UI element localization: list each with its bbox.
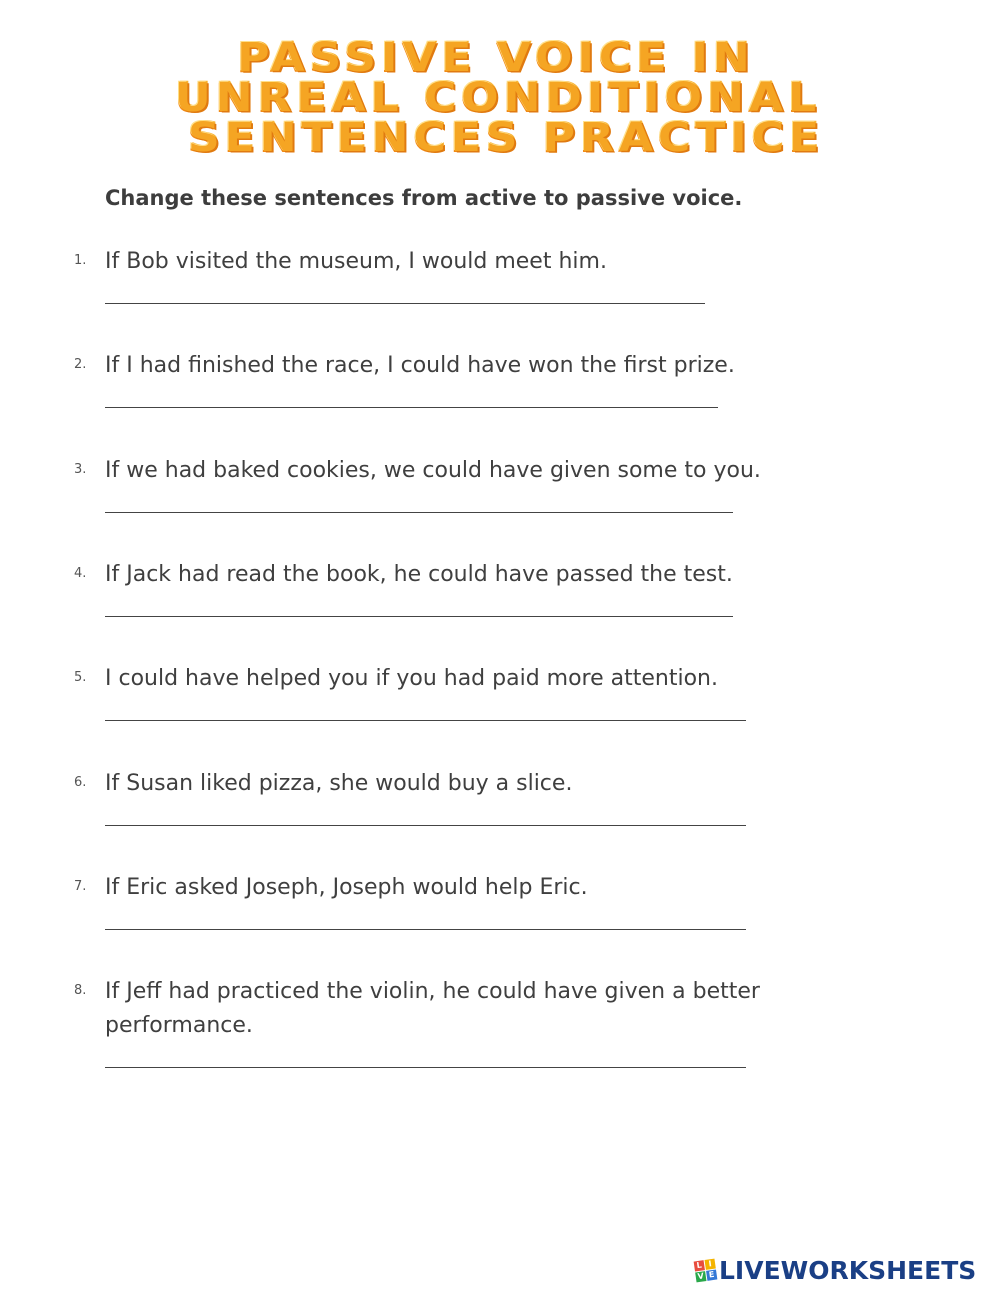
question-text: If Jeff had practiced the violin, he could have given a better performance. [105, 979, 760, 1038]
answer-line[interactable] [105, 1067, 746, 1068]
question-number: 7. [74, 879, 87, 894]
worksheet-title [0, 34, 1000, 161]
question-number: 8. [74, 983, 87, 998]
answer-line[interactable] [105, 512, 733, 513]
question-number: 5. [74, 670, 87, 685]
question-text: If Bob visited the museum, I would meet him. [105, 249, 607, 274]
question-number: 3. [74, 462, 87, 477]
answer-line[interactable] [105, 825, 746, 826]
title-line-2: UNREAL CONDITIONAL [174, 74, 821, 121]
question-number: 2. [74, 357, 87, 372]
question-text: If Eric asked Joseph, Joseph would help Eric. [105, 875, 588, 900]
liveworksheets-logo-icon: L I V E [694, 1258, 718, 1282]
question-text: If Susan liked pizza, she would buy a slice. [105, 771, 573, 796]
question-number: 4. [74, 566, 87, 581]
answer-line[interactable] [105, 720, 746, 721]
answer-line[interactable] [105, 303, 705, 304]
answer-line[interactable] [105, 616, 733, 617]
instruction-text: Change these sentences from active to passive voice. [105, 186, 743, 210]
answer-line[interactable] [105, 407, 718, 408]
question-number: 1. [74, 253, 87, 268]
logo-text: LIVEWORKSHEETS [719, 1255, 977, 1285]
title-line-1: PASSIVE VOICE IN [237, 34, 755, 81]
question-text: I could have helped you if you had paid more attention. [105, 666, 718, 691]
question-text: If we had baked cookies, we could have given some to you. [105, 458, 761, 483]
title-line-3: SENTENCES PRACTICE [187, 114, 825, 161]
liveworksheets-logo[interactable] [695, 1254, 976, 1286]
answer-line[interactable] [105, 929, 746, 930]
question-text: If I had finished the race, I could have won the first prize. [105, 353, 735, 378]
question-text: If Jack had read the book, he could have passed the test. [105, 562, 733, 587]
question-number: 6. [74, 775, 87, 790]
